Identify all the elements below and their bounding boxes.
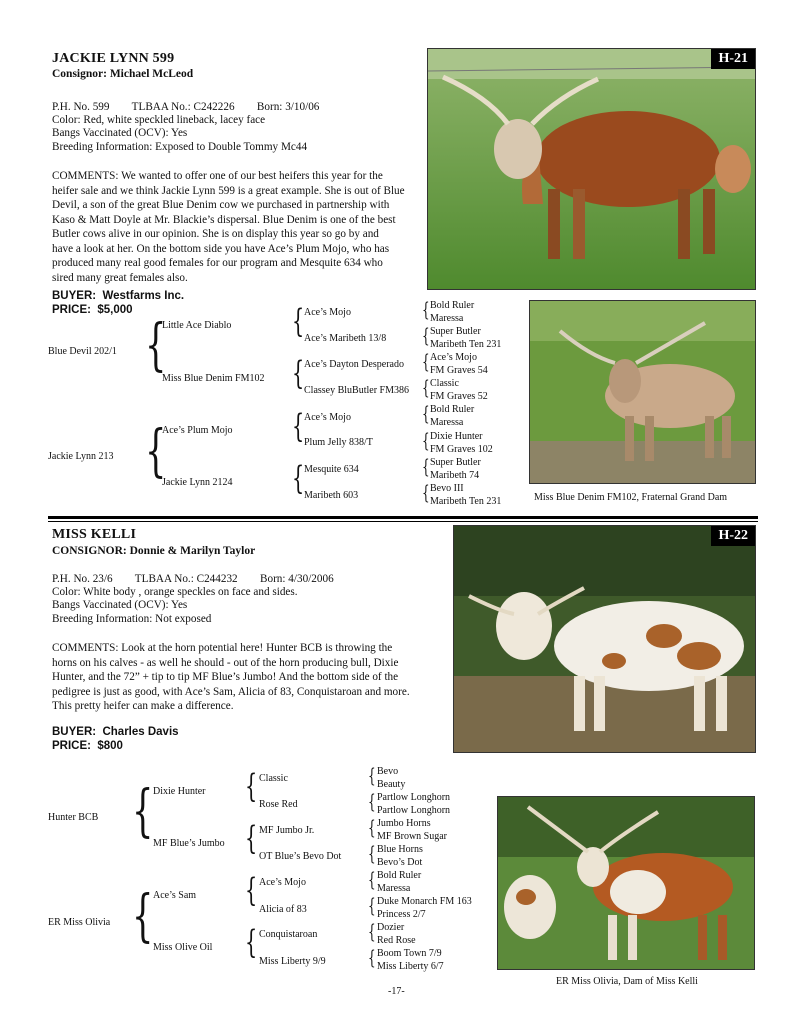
pedigree-gen4: Bevo <box>377 766 399 777</box>
lot2-tag-badge: H-22 <box>711 526 755 546</box>
lot1-comment-line: sired many great females also. <box>52 271 188 284</box>
pedigree-gen4: Blue Horns <box>377 844 423 855</box>
pedigree-gen3: MF Jumbo Jr. <box>259 825 315 836</box>
pedigree-gen3: Rose Red <box>259 799 298 810</box>
pedigree-brace: { <box>422 454 430 478</box>
lot1-comment-line: Kaso & Matt Doyle at Mr. Blackie’s dispersal. Blue Denim is one of the best <box>52 213 396 226</box>
pedigree-brace: { <box>422 323 430 347</box>
pedigree-brace: { <box>292 407 305 445</box>
pedigree-brace: { <box>368 867 376 891</box>
section-divider-thin <box>48 521 758 522</box>
pedigree-gen2: Miss Olive Oil <box>153 942 213 953</box>
pedigree-brace: { <box>245 923 258 961</box>
pedigree-brace: { <box>245 819 258 857</box>
page-number: -17- <box>388 986 405 997</box>
pedigree-gen4: Maressa <box>377 883 411 894</box>
white-speckled-heifer-photo <box>454 526 755 752</box>
pedigree-gen4: Maribeth Ten 231 <box>430 339 502 350</box>
section-divider <box>48 516 758 519</box>
lot2-comment-line: This pretty heifer can make a difference. <box>52 700 234 712</box>
pedigree-brace: { <box>422 375 430 399</box>
pedigree-brace: { <box>368 815 376 839</box>
lot2-comment-line: COMMENTS: Look at the horn potential here! Hunter BCB is throwing the <box>52 642 393 654</box>
pedigree-brace: { <box>292 302 305 340</box>
pedigree-gen3: Conquistaroan <box>259 929 318 940</box>
pedigree-gen4: Super Butler <box>430 326 481 337</box>
lot1-comment-line: produced many real good females for our program and Mesquite 634 who <box>52 257 383 269</box>
pedigree-gen3: Maribeth 603 <box>304 490 359 501</box>
lot1-info-line: Breeding Information: Exposed to Double Tommy Mc44 <box>52 140 308 153</box>
pedigree-brace: { <box>132 779 154 844</box>
lot1-info-line: Color: Red, white speckled lineback, lacey face <box>52 114 266 127</box>
pedigree-brace: { <box>422 297 430 321</box>
lot1-buyer: BUYER: Westfarms Inc. <box>52 290 185 302</box>
pedigree-gen4: Maressa <box>430 313 464 324</box>
lot1-dam-photo <box>529 300 756 484</box>
pedigree-gen4: Beauty <box>377 779 406 790</box>
pedigree-gen4: Bevo’s Dot <box>377 857 423 868</box>
pedigree-brace: { <box>368 789 376 813</box>
pedigree-gen4: FM Graves 54 <box>430 365 488 376</box>
pedigree-gen2: MF Blue’s Jumbo <box>153 838 225 849</box>
pedigree-gen3: Ace’s Maribeth 13/8 <box>304 333 387 344</box>
lot1-price: PRICE: $5,000 <box>52 303 133 316</box>
pedigree-gen4: Red Rose <box>377 935 416 946</box>
pedigree-gen4: Classic <box>430 378 459 389</box>
lot1-tag-badge: H-21 <box>711 49 755 69</box>
pedigree-gen3: Ace’s Dayton Desperado <box>304 359 404 370</box>
lot1-comments <box>52 169 405 285</box>
pedigree-gen4: FM Graves 102 <box>430 444 493 455</box>
pedigree-gen3: Ace’s Mojo <box>304 307 351 318</box>
pedigree-brace: { <box>422 401 430 425</box>
pedigree-brace: { <box>368 945 376 969</box>
pedigree-gen4: Bold Ruler <box>430 404 475 415</box>
lot2-info-line: Breeding Information: Not exposed <box>52 612 212 625</box>
pedigree-dam: ER Miss Olivia <box>48 917 111 928</box>
pedigree-gen3: Ace’s Mojo <box>304 412 351 423</box>
lot1-comment-line: heifer sale and we think Jackie Lynn 599 is a great example. She is out of Blue <box>52 184 405 197</box>
pedigree-brace: { <box>145 313 167 378</box>
pedigree-gen4: Super Butler <box>430 457 481 468</box>
pedigree-gen3: Classic <box>259 773 288 784</box>
pedigree-brace: { <box>368 763 376 787</box>
pedigree-gen3: Mesquite 634 <box>304 464 359 475</box>
lot1-info-line: P.H. No. 599 TLBAA No.: C242226 Born: 3/10/06 <box>52 101 320 113</box>
pedigree-gen4: Partlow Longhorn <box>377 805 451 816</box>
longhorn-cow-photo <box>530 301 755 483</box>
lot2-photo <box>453 525 756 753</box>
pedigree-sire: Blue Devil 202/1 <box>48 346 117 357</box>
pedigree-gen4: Bold Ruler <box>430 300 475 311</box>
lot2-comment-line: Hunter, and the 72” + tip to tip MF Blue’s Jumbo! And the bottom side of the <box>52 671 399 683</box>
pedigree-brace: { <box>292 459 305 497</box>
lot2-comment-line: pedigree is just as good, with Ace’s Sam, Alicia of 83, Conquistaroan and more. <box>52 685 410 698</box>
pedigree-gen3: Miss Liberty 9/9 <box>259 956 326 967</box>
longhorn-heifer-photo <box>428 49 755 289</box>
pedigree-brace: { <box>132 884 154 949</box>
lot1-title: JACKIE LYNN 599 <box>52 51 175 66</box>
pedigree-brace: { <box>245 871 258 909</box>
pedigree-brace: { <box>292 354 305 392</box>
pedigree-gen4: Dixie Hunter <box>430 431 483 442</box>
pedigree-gen4: Bold Ruler <box>377 870 422 881</box>
pedigree-gen4: Miss Liberty 6/7 <box>377 961 444 972</box>
pedigree-gen4: Duke Monarch FM 163 <box>377 896 472 907</box>
pedigree-gen3: Classey BluButler FM386 <box>304 385 410 396</box>
lot2-sale <box>52 726 179 753</box>
pedigree-brace: { <box>422 349 430 373</box>
lot1-comment-line: have a look at her. On the bottom side you have Ace’s Plum Mojo, who has <box>52 242 390 255</box>
lot1-info-line: Bangs Vaccinated (OCV): Yes <box>52 127 188 140</box>
lot1-photo <box>427 48 756 290</box>
lot2-consignor: CONSIGNOR: Donnie & Marilyn Taylor <box>52 545 256 557</box>
pedigree-brace: { <box>422 480 430 504</box>
pedigree-gen4: FM Graves 52 <box>430 391 488 402</box>
pedigree-gen3: OT Blue’s Bevo Dot <box>259 851 342 862</box>
pedigree-gen4: Ace’s Mojo <box>430 352 477 363</box>
pedigree-gen2: Ace’s Plum Mojo <box>162 425 233 436</box>
pedigree-gen2: Little Ace Diablo <box>162 320 232 331</box>
pedigree-gen4: MF Brown Sugar <box>377 831 448 842</box>
lot2-buyer: BUYER: Charles Davis <box>52 726 179 738</box>
pedigree-gen4: Jumbo Horns <box>377 818 431 829</box>
pedigree-gen2: Miss Blue Denim FM102 <box>162 373 265 384</box>
lot1-info <box>52 101 319 154</box>
pedigree-brace: { <box>368 919 376 943</box>
pedigree-brace: { <box>245 767 258 805</box>
lot2-info-line: Color: White body , orange speckles on face and sides. <box>52 586 298 599</box>
pedigree-sire: Hunter BCB <box>48 812 99 823</box>
lot2-price: PRICE: $800 <box>52 739 123 752</box>
lot2-info-line: P.H. No. 23/6 TLBAA No.: C244232 Born: 4/30/2006 <box>52 573 334 585</box>
pedigree-brace: { <box>368 841 376 865</box>
pedigree-gen4: Dozier <box>377 922 405 933</box>
lot2-photo-caption: ER Miss Olivia, Dam of Miss Kelli <box>556 976 698 987</box>
pedigree-dam: Jackie Lynn 213 <box>48 451 114 462</box>
lot1-comment-line: Butler cows alive in our opinion. She is on display this year so go by and <box>52 228 379 240</box>
pedigree-gen2: Jackie Lynn 2124 <box>162 477 233 488</box>
lot2-dam-photo <box>497 796 755 970</box>
longhorn-dam-photo <box>498 797 754 969</box>
lot2-comment-line: horns on his calves - as well he should - out of the horn producing bull, Dixie <box>52 656 399 669</box>
pedigree-gen4: Partlow Longhorn <box>377 792 451 803</box>
pedigree-gen3: Ace’s Mojo <box>259 877 306 888</box>
pedigree-gen2: Dixie Hunter <box>153 786 206 797</box>
pedigree-gen4: Maribeth Ten 231 <box>430 496 502 507</box>
lot2-comments <box>52 641 410 714</box>
lot1-comment-line: Devil, a son of the great Blue Denim cow we purchased in partnership with <box>52 199 390 211</box>
pedigree-gen4: Maressa <box>430 417 464 428</box>
lot2-title: MISS KELLI <box>52 527 137 542</box>
lot1-consignor: Consignor: Michael McLeod <box>52 68 194 80</box>
pedigree-gen4: Boom Town 7/9 <box>377 948 442 959</box>
pedigree-gen3: Alicia of 83 <box>259 904 307 915</box>
pedigree-gen4: Bevo III <box>430 483 464 494</box>
pedigree-brace: { <box>422 428 430 452</box>
pedigree-brace: { <box>368 893 376 917</box>
lot2-info-line: Bangs Vaccinated (OCV): Yes <box>52 599 188 612</box>
pedigree-gen4: Maribeth 74 <box>430 470 480 481</box>
lot1-comment-line: COMMENTS: We wanted to offer one of our best heifers this year for the <box>52 170 383 182</box>
pedigree-gen3: Plum Jelly 838/T <box>304 437 373 448</box>
lot1-photo-caption: Miss Blue Denim FM102, Fraternal Grand Dam <box>534 492 728 503</box>
pedigree-brace: { <box>145 419 167 484</box>
pedigree-gen4: Princess 2/7 <box>377 909 426 920</box>
lot2-info <box>52 573 334 626</box>
pedigree-gen2: Ace’s Sam <box>153 890 197 901</box>
